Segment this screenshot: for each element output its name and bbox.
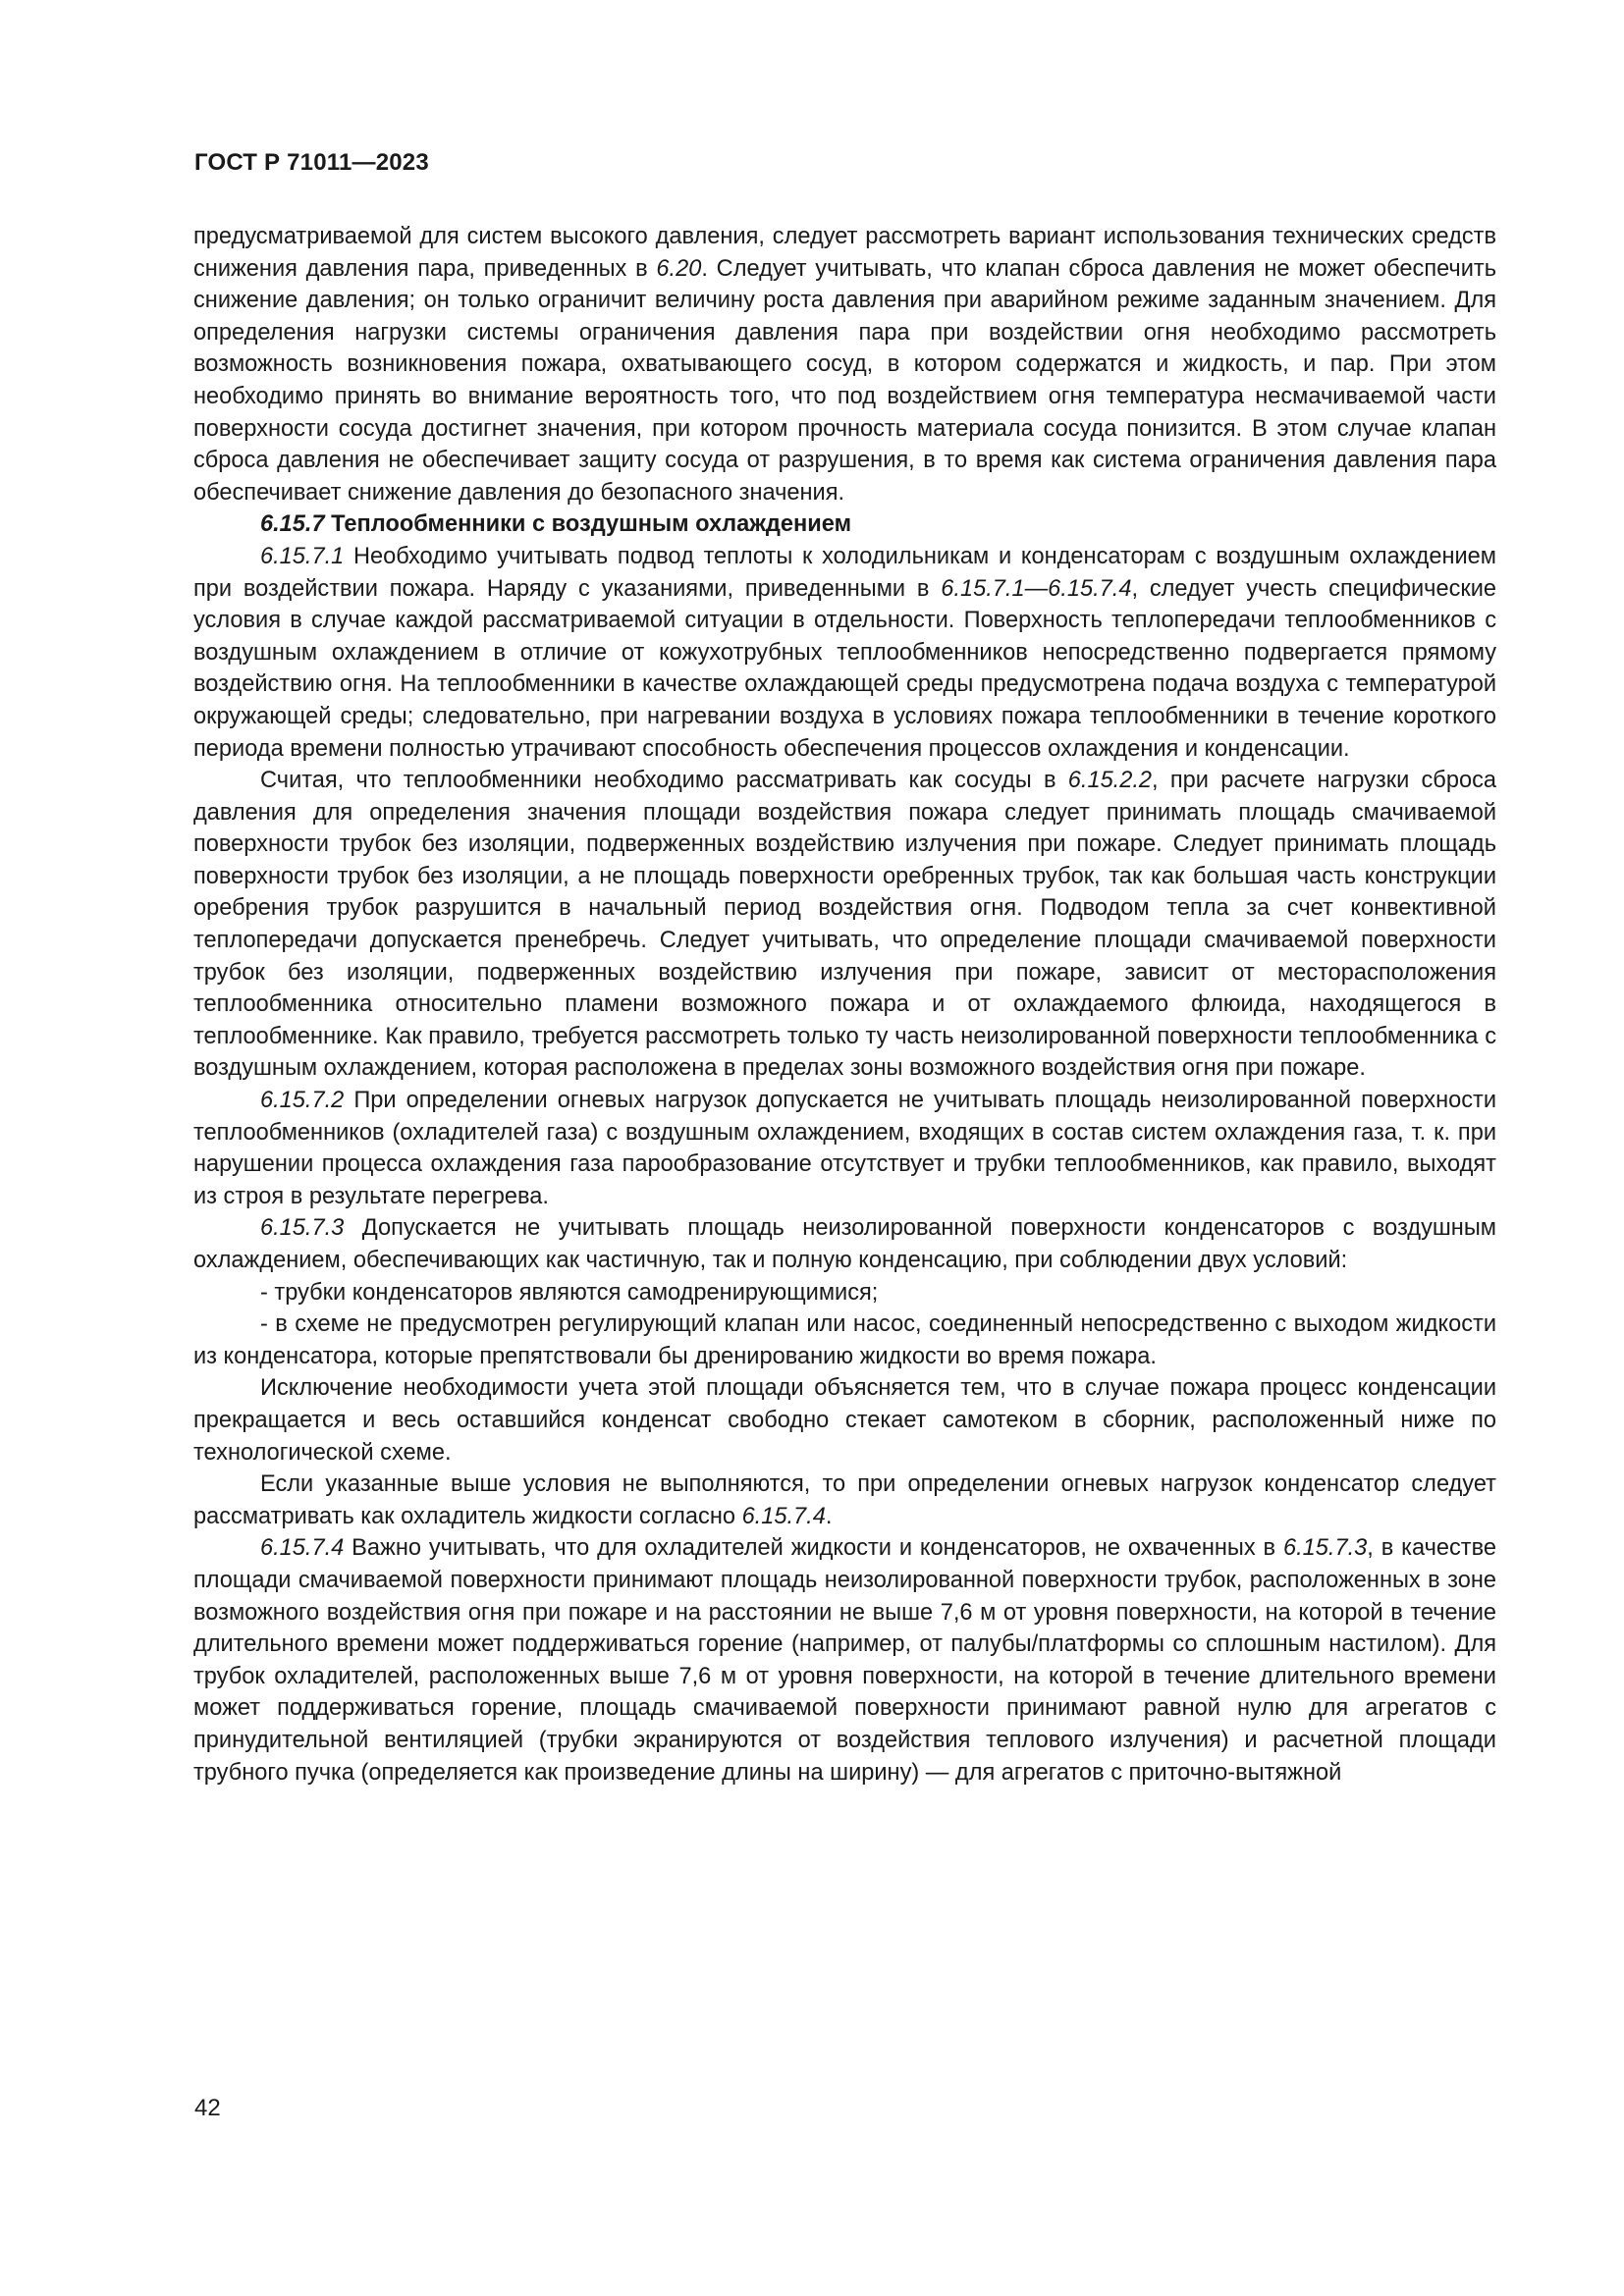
clause-6-15-7-1: 6.15.7.1 Необходимо учитывать подвод теплоты к холодильникам и конденсаторам с воздушным охлаждением при воздействии пожара. Наряду с указаниями, приведенными в 6.15.7.1—6.15.7.4, следует учесть специфические условия в случае каждой рассматриваемой ситуации в отдельности. Поверхность теплопередачи теплообменников с воздушным охлаждением в отличие от кожухотрубных теплообменников непосредственно подвергается прямому воздействию огня. На теплообменники в качестве охлаждающей среды предусмотрена подача воздуха с температурой окружающей среды; следовательно, при нагревании воздуха в условиях пожара теплообменники в течение короткого периода времени полностью утрачивают способность обеспечения процессов охлаждения и конденсации. xyxy=(193,543,1496,762)
paragraph: Исключение необходимости учета этой площади объясняется тем, что в случае пожара процесс конденсации прекращается и весь оставшийся конденсат свободно стекает самотеком в сборник, расположенный ниже по технологической схеме. xyxy=(193,1375,1496,1466)
section-heading xyxy=(193,508,1496,541)
clause-number: 6.15.7.4 xyxy=(260,1535,345,1562)
clause-6-15-7-2: 6.15.7.2 При определении огневых нагрузок допускается не учитывать площадь неизолированной поверхности теплообменников (охладителей газа) с воздушным охлаждением, входящих в состав систем охлаждения газа, т. к. при нарушении процесса охлаждения газа парообразование отсутствует и трубки теплообменников, как правило, выходят из строя в результате перегрева. xyxy=(193,1088,1496,1209)
clause-number: 6.15.7.2 xyxy=(260,1088,345,1114)
cross-reference: 6.15.7.3 xyxy=(1282,1535,1368,1562)
section-number: 6.15.7 xyxy=(260,511,325,538)
clause-6-15-7-4: 6.15.7.4 Важно учитывать, что для охладителей жидкости и конденсаторов, не охваченных в 6.15.7.3, в качестве площади смачиваемой поверхности принимают площадь неизолированной поверхности трубок, расположенных в зоне возможного воздействия огня при пожаре и на расстоянии не выше 7,6 м от уровня поверхности, на которой в течение длительного времени может поддерживаться горение (например, от палубы/платформы со сплошным настилом). Для трубок охладителей, расположенных выше 7,6 м от уровня поверхности, на которой в течение длительного времени может поддерживаться горение, площадь смачиваемой поверхности принимают равной нулю для агрегатов с принудительной вентиляцией (трубки экранируются от воздействия теплового излучения) и расчетной площади трубного пучка (определяется как произведение длины на ширину) — для агрегатов с приточно-вытяжной xyxy=(193,1535,1496,1786)
clause-number: 6.15.7.1 xyxy=(260,543,345,569)
cross-reference: 6.15.7.4 xyxy=(741,1503,826,1529)
document-body xyxy=(193,221,1496,1789)
paragraph: Если указанные выше условия не выполняются, то при определении огневых нагрузок конденсатор следует рассматривать как охладитель жидкости согласно 6.15.7.4. xyxy=(193,1471,1496,1529)
list-item: - трубки конденсаторов являются самодренирующимися; xyxy=(260,1279,879,1306)
paragraph: Считая, что теплообменники необходимо рассматривать как сосуды в 6.15.2.2, при расчете нагрузки сброса давления для определения значения площади воздействия пожара следует принимать площадь смачиваемой поверхности трубок без изоляции, подверженных воздействию излучения при пожаре. Следует принимать площадь поверхности трубок без изоляции, а не площадь поверхности оребренных трубок, так как большая часть конструкции оребрения трубок разрушится в начальный период воздействия огня. Подводом тепла за счет конвективной теплопередачи допускается пренебречь. Следует учитывать, что определение площади смачиваемой поверхности трубок без изоляции, подверженных воздействию излучения при пожаре, зависит от месторасположения теплообменника относительно пламени возможного пожара и от охлаждаемого флюида, находящегося в теплообменнике. Как правило, требуется рассмотреть только ту часть неизолированной поверхности теплообменника с воздушным охлаждением, которая расположена в пределах зоны возможного воздействия огня при пожаре. xyxy=(193,768,1496,1082)
clause-number: 6.15.7.3 xyxy=(260,1215,345,1242)
section-title: Теплообменники с воздушным охлаждением xyxy=(331,511,852,538)
paragraph-continuation: предусматриваемой для систем высокого давления, следует рассмотреть вариант использования технических средств снижения давления пара, приведенных в 6.20. Следует учитывать, что клапан сброса давления не может обеспечить снижение давления; он только ограничит величину роста давления при аварийном режиме заданным значением. Для определения нагрузки системы ограничения давления пара при воздействии огня необходимо рассмотреть возможность возникновения пожара, охватывающего сосуд, в котором содержатся и жидкость, и пар. При этом необходимо принять во внимание вероятность того, что под воздействием огня температура несмачиваемой части поверхности сосуда достигнет значения, при котором прочность материала сосуда понизится. В этом случае клапан сброса давления не обеспечивает защиту сосуда от разрушения, в то время как система ограничения давления пара обеспечивает снижение давления до безопасного значения. xyxy=(193,224,1496,506)
document-header: ГОСТ Р 71011—2023 xyxy=(194,149,429,176)
cross-reference: 6.15.2.2 xyxy=(1067,768,1153,794)
page-number: 42 xyxy=(194,2095,221,2121)
cross-reference: 6.15.7.1—6.15.7.4 xyxy=(941,575,1132,602)
cross-reference: 6.20 xyxy=(656,255,702,282)
clause-6-15-7-3: 6.15.7.3 Допускается не учитывать площадь неизолированной поверхности конденсаторов с воздушным охлаждением, обеспечивающих как частичную, так и полную конденсацию, при соблюдении двух условий: xyxy=(193,1215,1496,1273)
list-item: - в схеме не предусмотрен регулирующий клапан или насос, соединенный непосредственно с выходом жидкости из конденсатора, которые препятствовали бы дренированию жидкости во время пожара. xyxy=(193,1311,1496,1369)
